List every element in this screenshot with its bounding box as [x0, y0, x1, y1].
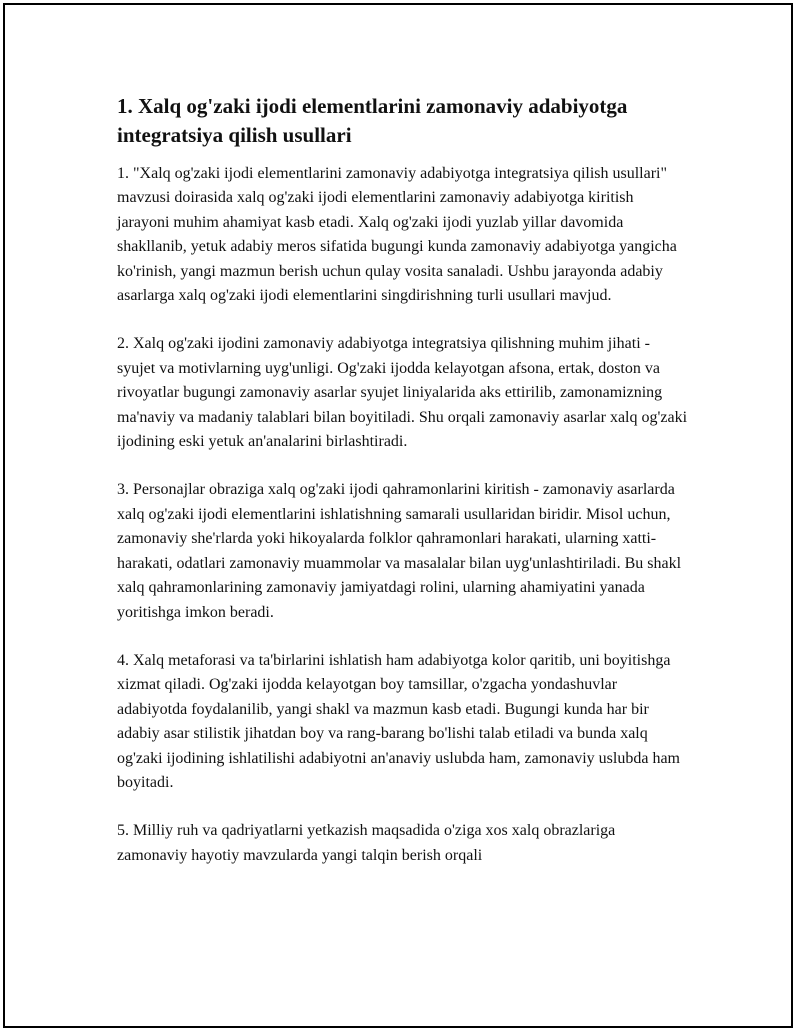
document-body	[117, 92, 689, 892]
paragraph-3: 3. Personajlar obraziga xalq og'zaki ijodi qahramonlarini kiritish - zamonaviy asarlarda xalq og'zaki ijodi elementlarini ishlatishning samarali usullaridan biridir. Misol uchun, zamonaviy she'rlarda yoki hikoyalarda folklor qahramonlari harakati, ularning xatti-harakati, odatlari zamonaviy muammolar va masalalar bilan uyg'unlashtiriladi. Bu shakl xalq qahramonlarining zamonaviy jamiyatdagi rolini, ularning ahamiyatini yanada yoritishga imkon beradi.	[117, 481, 682, 621]
paragraph-1: 1. "Xalq og'zaki ijodi elementlarini zamonaviy adabiyotga integratsiya qilish usullari" mavzusi doirasida xalq og'zaki ijodi elementlarini zamonaviy adabiyotga kiritish jarayoni muhim ahamiyat kasb etadi. Xalq og'zaki ijodi yuzlab yillar davomida shakllanib, yetuk adabiy meros sifatida bugungi kunda zamonaviy adabiyotga yangicha ko'rinish, yangi mazmun berish uchun qulay vosita sanaladi. Ushbu jarayonda adabiy asarlarga xalq og'zaki ijodi elementlarini singdirishning turli usullari mavjud.	[117, 165, 677, 305]
document-title: 1. Xalq og'zaki ijodi elementlarini zamonaviy adabiyotga integratsiya qilish usullari	[117, 94, 628, 147]
paragraph-2: 2. Xalq og'zaki ijodini zamonaviy adabiyotga integratsiya qilishning muhim jihati - syujet va motivlarning uyg'unligi. Og'zaki ijodda kelayotgan afsona, ertak, doston va rivoyatlar bugungi zamonaviy asarlar syujet liniyalarida aks ettirilib, zamonamizning ma'naviy va madaniy talablari bilan boyitiladi. Shu orqali zamonaviy asarlar xalq og'zaki ijodining eski yetuk an'analarini birlashtiradi.	[117, 335, 688, 451]
paragraph-4: 4. Xalq metaforasi va ta'birlarini ishlatish ham adabiyotga kolor qaritib, uni boyitishga xizmat qiladi. Og'zaki ijodda kelayotgan boy tamsillar, o'zgacha yondashuvlar adabiyotda foydalanilib, yangi shakl va mazmun kasb etadi. Bugungi kunda har bir adabiy asar stilistik jihatdan boy va rang-barang bo'lishi talab etiladi va bunda xalq og'zaki ijodining ishlatilishi adabiyotni an'anaviy uslubda ham, zamonaviy uslubda ham boyitadi.	[117, 651, 680, 791]
paragraph-5: 5. Milliy ruh va qadriyatlarni yetkazish maqsadida o'ziga xos xalq obrazlariga zamonaviy hayotiy mavzularda yangi talqin berish orqali	[117, 822, 616, 864]
